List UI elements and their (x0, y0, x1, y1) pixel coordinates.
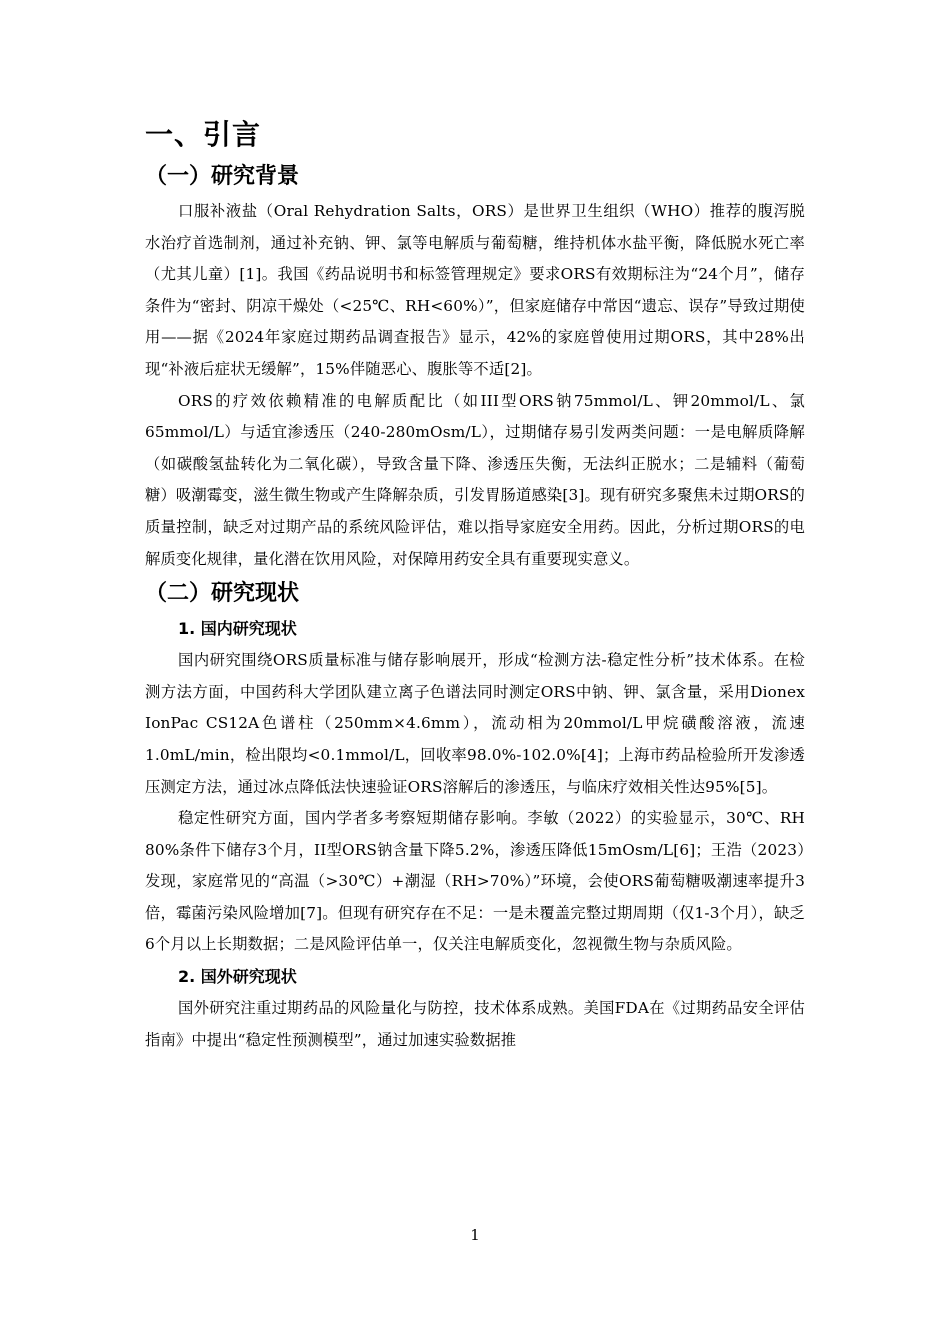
subsection-heading-domestic: 1. 国内研究现状 (178, 619, 297, 639)
page-content (145, 112, 805, 1056)
subsection-heading-foreign: 2. 国外研究现状 (178, 967, 297, 987)
main-heading: 一、引言 (145, 118, 262, 151)
paragraph: ORS的疗效依赖精准的电解质配比（如III型ORS钠75mmol/L、钾20mmol/L、氯65mmol/L）与适宜渗透压（240-280mOsm/L），过期储存易引发两类问题：一是电解质降解（如碳酸氢盐转化为二氧化碳），导致含量下降、渗透压失衡，无法纠正脱水；二是辅料（葡萄糖）吸潮霉变，滋生微生物或产生降解杂质，引发胃肠道感染[3]。现有研究多聚焦未过期ORS的质量控制，缺乏对过期产品的系统风险评估，难以指导家庭安全用药。因此，分析过期ORS的电解质变化规律，量化潜在饮用风险，对保障用药安全具有重要现实意义。 (145, 391, 805, 568)
paragraph: 稳定性研究方面，国内学者多考察短期储存影响。李敏（2022）的实验显示，30℃、RH 80%条件下储存3个月，II型ORS钠含量下降5.2%，渗透压降低15mOsm/L[6]；王浩（2023）发现，家庭常见的“高温（>30℃）+潮湿（RH>70%）”环境，会使ORS葡萄糖吸潮速率提升3倍，霉菌污染风险增加[7]。但现有研究存在不足：一是未覆盖完整过期周期（仅1-3个月），缺乏6个月以上长期数据；二是风险评估单一，仅关注电解质变化，忽视微生物与杂质风险。 (145, 809, 805, 954)
page-number: 1 (470, 1226, 480, 1244)
section-heading-status: （二）研究现状 (145, 581, 300, 607)
section-heading-background: （一）研究背景 (145, 164, 300, 189)
paragraph: 口服补液盐（Oral Rehydration Salts，ORS）是世界卫生组织（WHO）推荐的腹泻脱水治疗首选制剂，通过补充钠、钾、氯等电解质与葡萄糖，维持机体水盐平衡，降低脱水死亡率（尤其儿童）[1]。我国《药品说明书和标签管理规定》要求ORS有效期标注为“24个月”，储存条件为“密封、阴凉干燥处（<25℃、RH<60%）”，但家庭储存中常因“遗忘、误存”导致过期使用——据《2024年家庭过期药品调查报告》显示，42%的家庭曾使用过期ORS，其中28%出现“补液后症状无缓解”，15%伴随恶心、腹胀等不适[2]。 (145, 202, 805, 378)
paragraph: 国外研究注重过期药品的风险量化与防控，技术体系成熟。美国FDA在《过期药品安全评估指南》中提出“稳定性预测模型”，通过加速实验数据推 (145, 999, 805, 1049)
paragraph: 国内研究围绕ORS质量标准与储存影响展开，形成“检测方法-稳定性分析”技术体系。在检测方法方面，中国药科大学团队建立离子色谱法同时测定ORS中钠、钾、氯含量，采用Dionex IonPac CS12A色谱柱（250mm×4.6mm），流动相为20mmol/L甲烷磺酸溶液，流速1.0mL/min，检出限均<0.1mmol/L，回收率98.0%-102.0%[4]；上海市药品检验所开发渗透压测定方法，通过冰点降低法快速验证ORS溶解后的渗透压，与临床疗效相关性达95%[5]。 (145, 651, 805, 796)
